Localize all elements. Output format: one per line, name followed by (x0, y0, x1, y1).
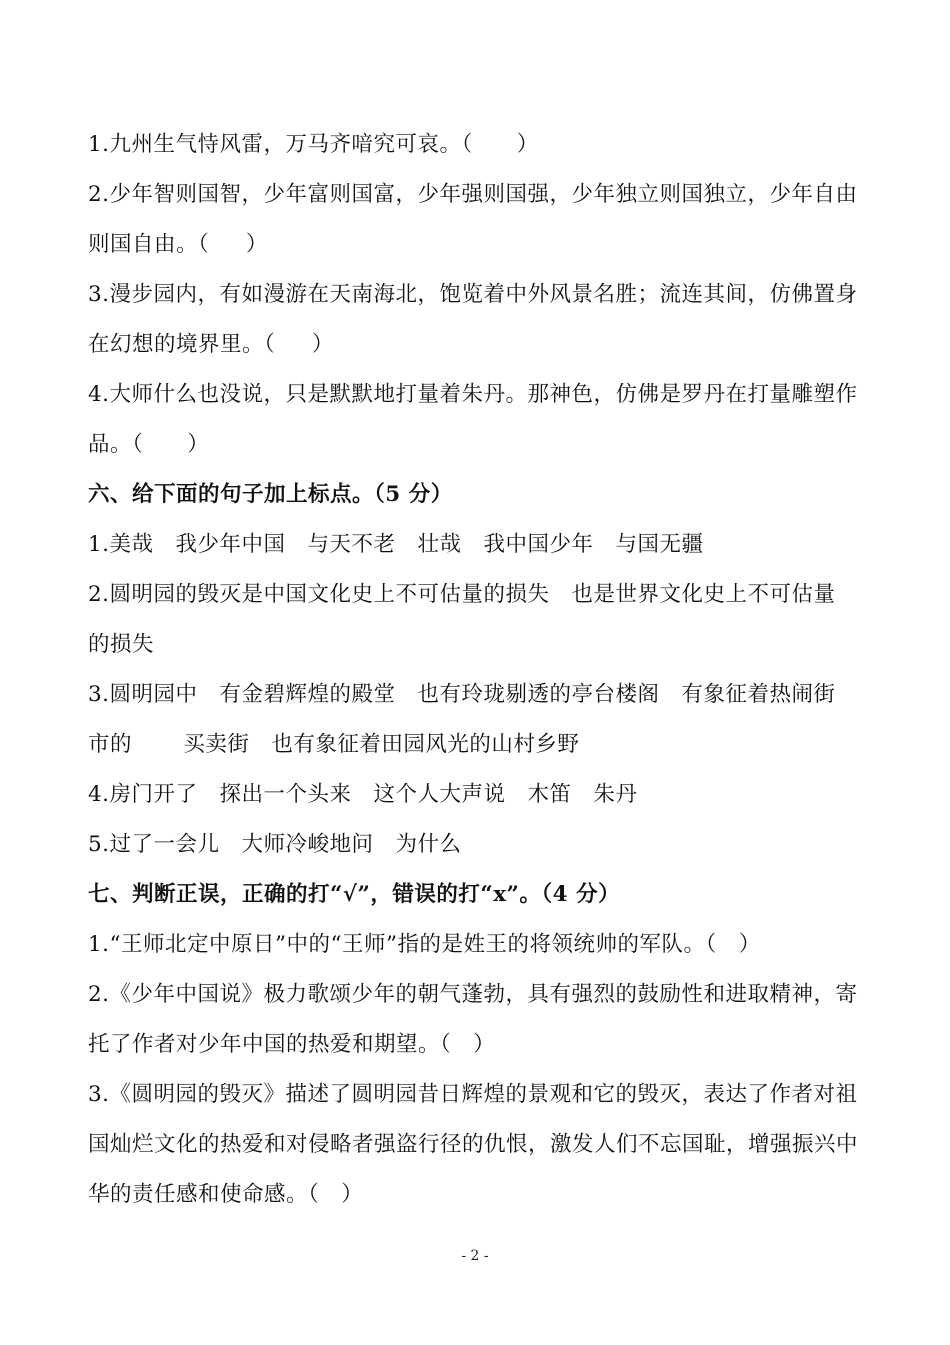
q5-item-4-line-1: 4.大师什么也没说，只是默默地打量着朱丹。那神色，仿佛是罗丹在打量雕塑作 (88, 382, 858, 407)
q6-item-2-line-2: 的损失 (88, 632, 155, 657)
q7-item-2-line-2: 托了作者对少年中国的热爱和期望。（ ） (88, 1032, 496, 1057)
q6-item-4: 4.房门开了 探出一个头来 这个人大声说 木笛 朱丹 (88, 782, 638, 807)
q7-item-3-line-3: 华的责任感和使命感。（ ） (88, 1182, 364, 1207)
section-7-heading: 七、判断正误，正确的打“√”，错误的打“x”。（4 分） (88, 882, 621, 907)
page-number: - 2 - (461, 1248, 489, 1264)
q5-item-2-line-1: 2.少年智则国智，少年富则国富，少年强则国强，少年独立则国独立，少年自由 (88, 182, 858, 207)
q6-item-2-line-1: 2.圆明园的毁灭是中国文化史上不可估量的损失 也是世界文化史上不可估量 (88, 582, 836, 607)
q5-item-3-line-1: 3.漫步园内，有如漫游在天南海北，饱览着中外风景名胜；流连其间，仿佛置身 (88, 282, 858, 307)
q6-item-3-line-2: 市的 买卖街 也有象征着田园风光的山村乡野 (88, 732, 580, 757)
section-6-heading: 六、给下面的句子加上标点。（5 分） (88, 482, 453, 507)
q6-item-1: 1.美哉 我少年中国 与天不老 壮哉 我中国少年 与国无疆 (88, 532, 704, 557)
q5-item-2-line-2: 则国自由。（ ） (88, 232, 268, 257)
q7-item-1: 1.“王师北定中原日”中的“王师”指的是姓王的将领统帅的军队。（ ） (88, 932, 761, 957)
q7-item-3-line-1: 3.《圆明园的毁灭》描述了圆明园昔日辉煌的景观和它的毁灭，表达了作者对祖 (88, 1082, 858, 1107)
page-content (88, 120, 878, 1220)
q6-item-3-line-1: 3.圆明园中 有金碧辉煌的殿堂 也有玲珑剔透的亭台楼阁 有象征着热闹街 (88, 682, 836, 707)
q7-item-2-line-1: 2.《少年中国说》极力歌颂少年的朝气蓬勃，具有强烈的鼓励性和进取精神，寄 (88, 982, 858, 1007)
q6-item-5: 5.过了一会儿 大师冷峻地问 为什么 (88, 832, 462, 857)
q5-item-3-line-2: 在幻想的境界里。（ ） (88, 332, 334, 357)
q7-item-3-line-2: 国灿烂文化的热爱和对侵略者强盗行径的仇恨，激发人们不忘国耻，增强振兴中 (88, 1132, 859, 1157)
q5-item-4-line-2: 品。（ ） (88, 432, 210, 457)
q5-item-1: 1.九州生气恃风雷，万马齐喑究可哀。（ ） (88, 132, 539, 157)
